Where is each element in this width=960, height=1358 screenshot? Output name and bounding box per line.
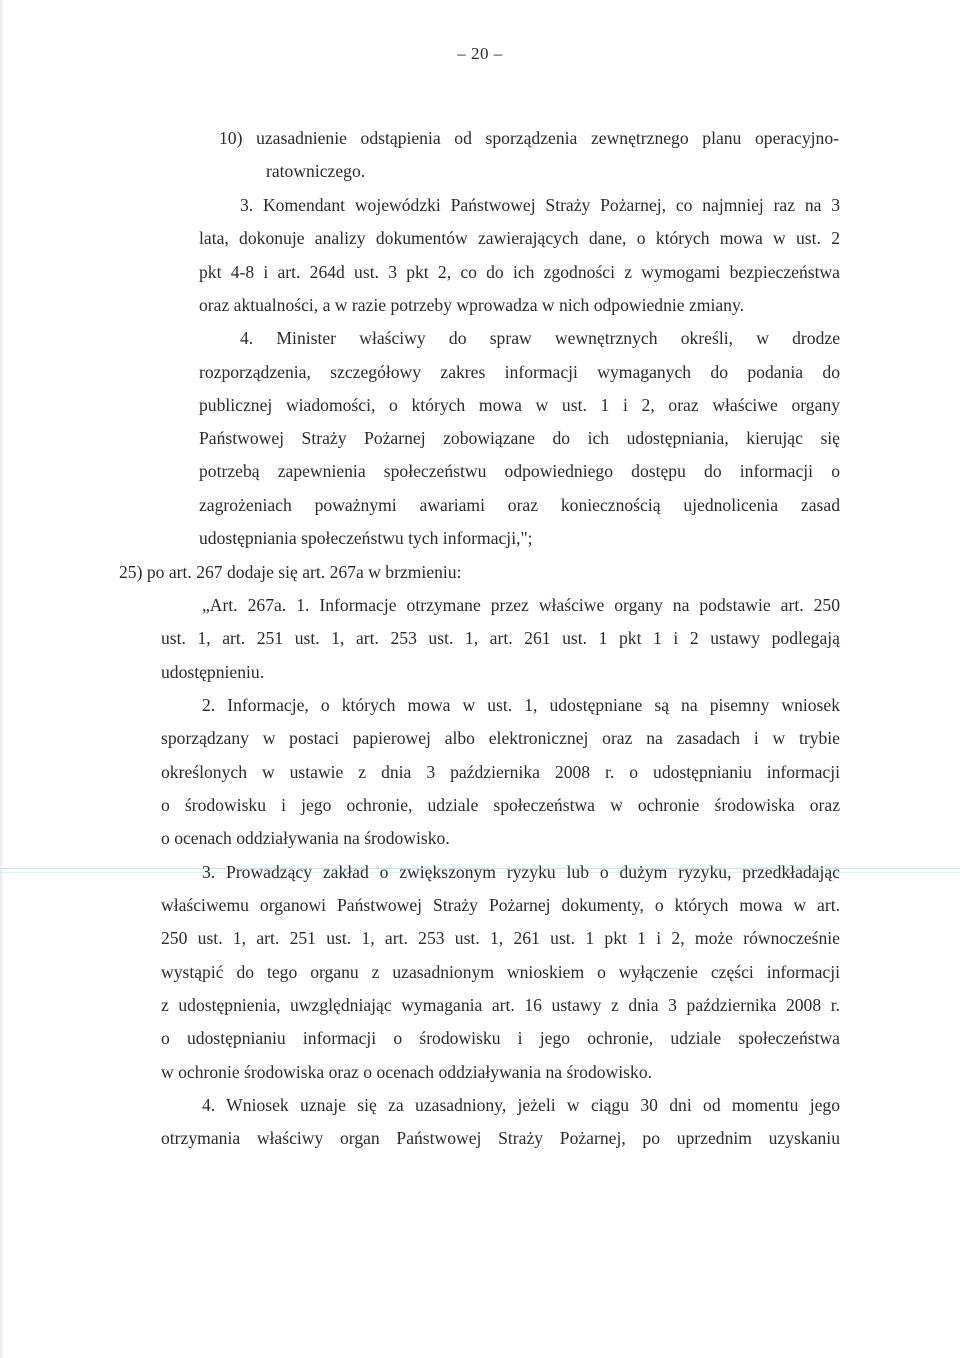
text-line: sporządzany w postaci papierowej albo elektronicznej oraz na zasadach i w trybie — [161, 728, 840, 748]
text-line: wystąpić do tego organu z uzasadnionym wnioskiem o wyłączenie części informacji — [161, 962, 840, 982]
text-line: 10) uzasadnienie odstąpienia od sporządzenia zewnętrznego planu operacyjno- — [219, 128, 839, 148]
text-line: „Art. 267a. 1. Informacje otrzymane przez właściwe organy na podstawie art. 250 — [202, 595, 840, 615]
text-line: Państwowej Straży Pożarnej zobowiązane do ich udostępniania, kierując się — [199, 428, 840, 448]
text-line: 250 ust. 1, art. 251 ust. 1, art. 253 ust. 1, 261 ust. 1 pkt 1 i 2, może równocześnie — [161, 928, 840, 948]
text-line: o ocenach oddziaływania na środowisko. — [161, 828, 450, 848]
text-line: rozporządzenia, szczegółowy zakres informacji wymaganych do podania do — [199, 362, 840, 382]
text-line: otrzymania właściwy organ Państwowej Straży Pożarnej, po uprzednim uzyskaniu — [161, 1128, 840, 1148]
text-line: 2. Informacje, o których mowa w ust. 1, udostępniane są na pisemny wniosek — [202, 695, 840, 715]
text-line: publicznej wiadomości, o których mowa w ust. 1 i 2, oraz właściwe organy — [199, 395, 840, 415]
text-line: potrzebą zapewnienia społeczeństwu odpowiedniego dostępu do informacji o — [199, 461, 840, 481]
text-line: udostępnieniu. — [161, 662, 265, 682]
text-line: w ochronie środowiska oraz o ocenach oddziaływania na środowisko. — [161, 1062, 653, 1082]
text-line: określonych w ustawie z dnia 3 października 2008 r. o udostępnianiu informacji — [161, 762, 840, 782]
text-line: o udostępnianiu informacji o środowisku i jego ochronie, udziale społeczeństwa — [161, 1028, 840, 1048]
text-line: 4. Wniosek uznaje się za uzasadniony, jeżeli w ciągu 30 dni od momentu jego — [202, 1095, 840, 1115]
text-line: lata, dokonuje analizy dokumentów zawierających dane, o których mowa w ust. 2 — [199, 228, 840, 248]
text-line: pkt 4-8 i art. 264d ust. 3 pkt 2, co do ich zgodności z wymogami bezpieczeństwa — [199, 262, 840, 282]
text-line: oraz aktualności, a w razie potrzeby wprowadza w nich odpowiednie zmiany. — [199, 295, 745, 315]
text-line: o środowisku i jego ochronie, udziale społeczeństwa w ochronie środowiska oraz — [161, 795, 840, 815]
text-line: 4. Minister właściwy do spraw wewnętrznych określi, w drodze — [240, 328, 840, 348]
page-number: – 20 – — [457, 44, 503, 63]
text-line: 25) po art. 267 dodaje się art. 267a w brzmieniu: — [119, 562, 462, 582]
text-line: 3. Prowadzący zakład o zwiększonym ryzyku lub o dużym ryzyku, przedkładając — [202, 862, 840, 882]
text-line: udostępniania społeczeństwu tych informacji,"; — [199, 528, 533, 548]
text-line: ust. 1, art. 251 ust. 1, art. 253 ust. 1, art. 261 ust. 1 pkt 1 i 2 ustawy podlegają — [161, 628, 840, 648]
text-line: 3. Komendant wojewódzki Państwowej Straży Pożarnej, co najmniej raz na 3 — [240, 195, 840, 215]
scan-edge-shadow — [0, 0, 4, 1358]
text-line: ratowniczego. — [266, 161, 366, 181]
text-line: z udostępnienia, uwzględniając wymagania art. 16 ustawy z dnia 3 października 2008 r. — [161, 995, 840, 1015]
text-line: właściwemu organowi Państwowej Straży Pożarnej dokumenty, o których mowa w art. — [161, 895, 840, 915]
text-line: zagrożeniach poważnymi awariami oraz koniecznością ujednolicenia zasad — [199, 495, 840, 515]
